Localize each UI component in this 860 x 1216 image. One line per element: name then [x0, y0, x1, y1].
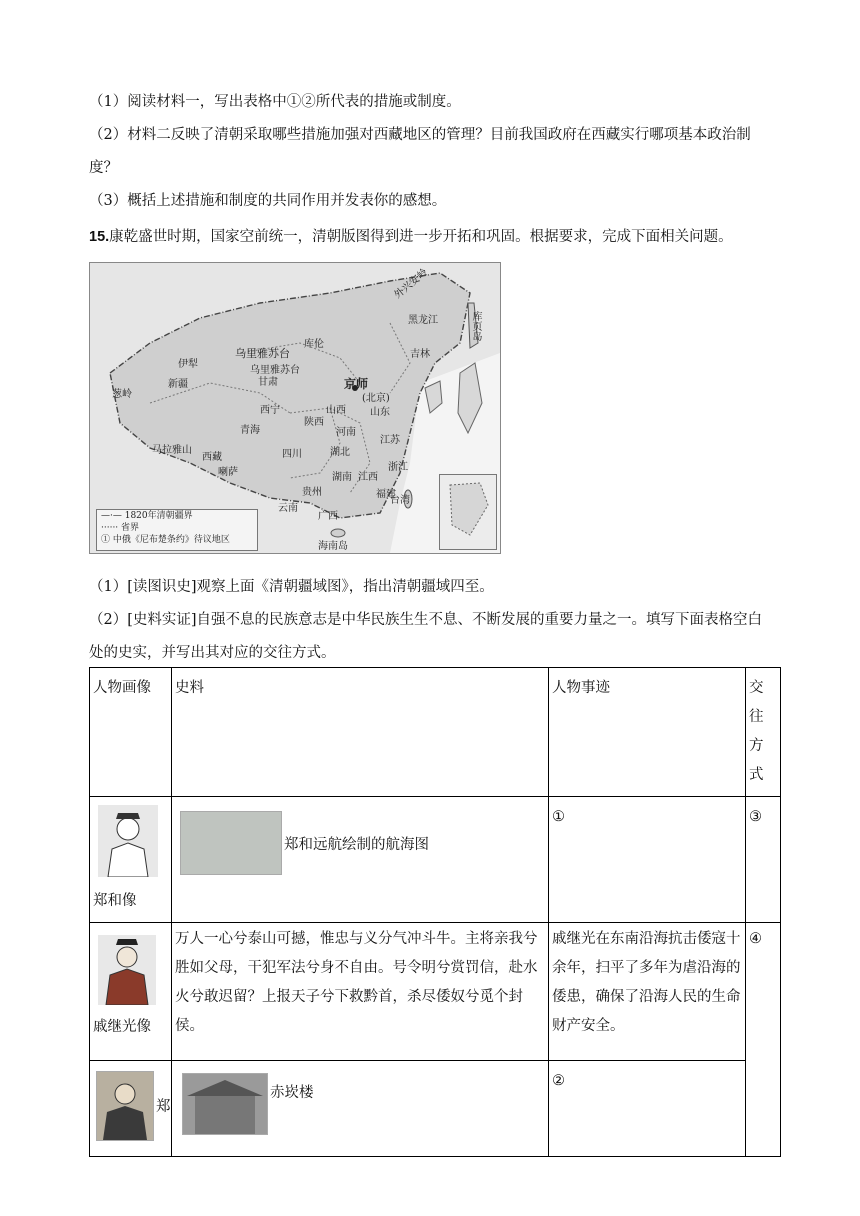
source-cell: 万人一心兮泰山可撼，惟忠与义分气冲斗牛。主将亲我兮胜如父母，干犯军法兮身不自由。号令明兮赏罚信，赴水火兮敢迟留？上报天子兮下救黔首，杀尽倭奴兮觅个封侯。 [172, 923, 549, 1061]
deed-cell: ② [549, 1061, 746, 1157]
legend-border: —·— 1820年清朝疆界 [101, 511, 193, 521]
map-label-kuyedao: 库页岛 [470, 311, 481, 341]
header-deed: 人物事迹 [549, 668, 746, 797]
map-label-shandong: 山东 [370, 407, 390, 418]
portrait-name: 郑 [156, 1099, 171, 1115]
portrait-name: 郑和像 [93, 893, 137, 909]
map-label-jilin: 吉林 [410, 349, 430, 360]
map-label-jingshi: 京师 [344, 377, 369, 391]
map-label-taiwan: 台湾 [390, 495, 410, 506]
map-label-uliastai: 乌里雅苏台 [235, 347, 290, 360]
map-label-kulun: 库伦 [304, 339, 324, 350]
map-label-xinjiang: 新疆 [168, 379, 188, 390]
deed-cell: 戚继光在东南沿海抗击倭寇十余年，扫平了多年为虐沿海的倭患，确保了沿海人民的生命财产安全。 [549, 923, 746, 1061]
question-15 [89, 225, 733, 246]
table-row [90, 797, 781, 923]
source-caption: 郑和远航绘制的航海图 [284, 837, 429, 853]
source-caption: 赤崁楼 [270, 1085, 314, 1101]
legend-treaty: ① 中俄《尼布楚条约》待议地区 [101, 535, 230, 545]
qing-territory-map [89, 262, 501, 554]
map-label-yili: 伊犁 [178, 359, 198, 370]
portrait-cell-zheng [90, 1061, 172, 1157]
map-label-zhejiang: 浙江 [388, 462, 408, 473]
map-label-gansu: 甘肃 [258, 377, 278, 388]
portrait-cell-zhenghe [90, 797, 172, 923]
sub-question-2-line2: 处的史实，并写出其对应的交往方式。 [89, 645, 336, 661]
header-source: 史料 [172, 668, 549, 797]
nautical-chart-image [180, 811, 282, 875]
source-cell [172, 1061, 549, 1157]
map-label-fujian: 福建 [376, 489, 396, 500]
legend-province: ······ 省界 [101, 523, 140, 533]
map-label-henan: 河南 [336, 427, 356, 438]
map-label-jiangsu: 江苏 [380, 435, 400, 446]
map-label-guangxi: 广西 [318, 511, 338, 522]
mode-cell: ③ [746, 797, 781, 923]
map-label-uliastai-2: 乌里雅苏台 [250, 365, 300, 376]
map-label-yunnan: 云南 [278, 503, 298, 514]
zheng-portrait [96, 1071, 154, 1141]
question-15-text: 康乾盛世时期，国家空前统一，清朝版图得到进一步开拓和巩固。根据要求，完成下面相关问题。 [109, 229, 733, 245]
portrait-cell-qijiguang [90, 923, 172, 1061]
table-row [90, 1061, 781, 1157]
map-label-hunan: 湖南 [332, 472, 352, 483]
table-header-row [90, 668, 781, 797]
sub-question-1: （1）[读图识史]观察上面《清朝疆域图》，指出清朝疆域四至。 [89, 579, 494, 595]
map-label-qinghai: 青海 [240, 425, 260, 436]
question-15-number: 15. [89, 229, 110, 245]
header-portrait: 人物画像 [90, 668, 172, 797]
map-label-heilongjiang: 黑龙江 [408, 315, 438, 326]
question-2-line2: 度？ [89, 160, 118, 176]
table-row [90, 923, 781, 1061]
mode-cell: ④ [746, 923, 781, 1157]
chikan-tower-image [182, 1073, 268, 1135]
question-2-line1: （2）材料二反映了清朝采取哪些措施加强对西藏地区的管理？目前我国政府在西藏实行哪项基本政治制 [89, 127, 751, 143]
source-cell [172, 797, 549, 923]
header-mode: 交往方式 [746, 668, 781, 797]
south-china-sea-inset [439, 474, 497, 550]
map-label-lasa: 喇萨 [218, 467, 238, 478]
map-label-shanxi: 山西 [326, 405, 346, 416]
map-label-congling: 葱岭 [112, 389, 132, 400]
zhenghe-portrait [98, 805, 158, 877]
map-label-waixinganling: 外兴安岭 [392, 266, 431, 302]
map-label-xining: 西宁 [260, 405, 280, 416]
map-label-xizang: 西藏 [202, 452, 222, 463]
map-label-malaya: 马拉雅山 [152, 445, 192, 456]
map-label-hainan: 海南岛 [318, 541, 348, 552]
portrait-name: 戚继光像 [93, 1019, 151, 1035]
sub-question-2-line1: （2）[史料实证]自强不息的民族意志是中华民族生生不息、不断发展的重要力量之一。填写下面表格空白 [89, 612, 763, 628]
map-label-shaanxi: 陕西 [304, 417, 324, 428]
qijiguang-portrait [98, 935, 156, 1005]
map-legend [96, 509, 258, 551]
map-label-sichuan: 四川 [282, 449, 302, 460]
question-3: （3）概括上述措施和制度的共同作用并发表你的感想。 [89, 193, 447, 209]
map-label-jiangxi: 江西 [358, 472, 378, 483]
history-table [89, 667, 781, 1157]
map-label-hubei: 湖北 [330, 447, 350, 458]
question-1: （1）阅读材料一，写出表格中①②所代表的措施或制度。 [89, 94, 461, 110]
map-label-guizhou: 贵州 [302, 487, 322, 498]
deed-cell: ① [549, 797, 746, 923]
map-label-beijing: (北京) [362, 393, 390, 404]
